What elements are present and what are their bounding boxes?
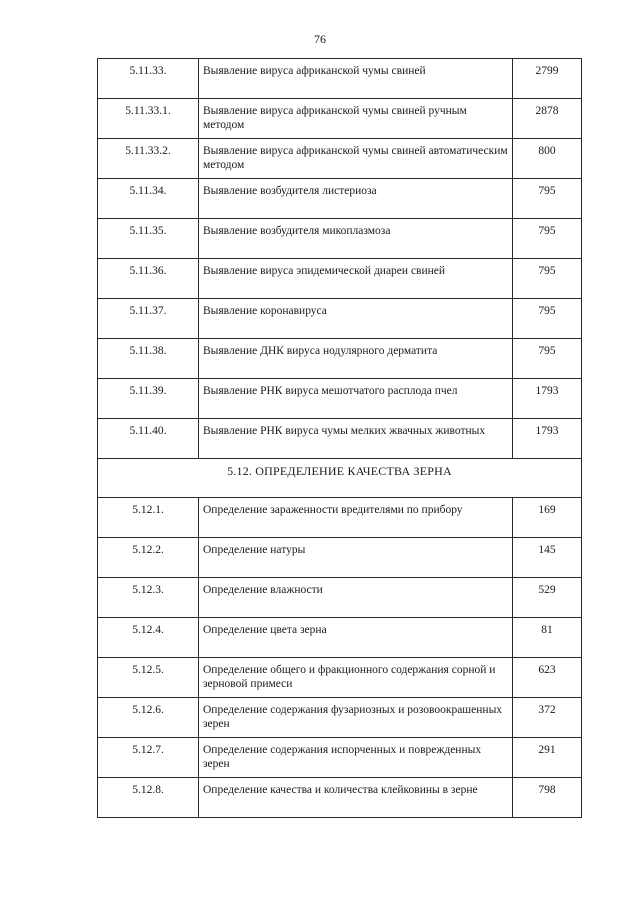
row-code: 5.12.8. — [98, 778, 199, 818]
row-name: Определение общего и фракционного содержания сорной и зерновой примеси — [199, 658, 513, 698]
table-row — [98, 139, 582, 179]
row-name: Выявление РНК вируса чумы мелких жвачных животных — [199, 419, 513, 459]
row-name: Выявление ДНК вируса нодулярного дерматита — [199, 339, 513, 379]
row-code: 5.12.3. — [98, 578, 199, 618]
row-name: Определение качества и количества клейковины в зерне — [199, 778, 513, 818]
row-name: Определение цвета зерна — [199, 618, 513, 658]
row-code: 5.11.40. — [98, 419, 199, 459]
row-name: Выявление вируса африканской чумы свиней — [199, 59, 513, 99]
section-header-row — [98, 459, 582, 498]
row-code: 5.11.39. — [98, 379, 199, 419]
table-row — [98, 618, 582, 658]
row-price: 2799 — [513, 59, 582, 99]
table-row — [98, 379, 582, 419]
table-row — [98, 259, 582, 299]
table-row — [98, 299, 582, 339]
row-price: 169 — [513, 498, 582, 538]
table-row — [98, 658, 582, 698]
table-row — [98, 59, 582, 99]
table-row — [98, 578, 582, 618]
row-code: 5.12.2. — [98, 538, 199, 578]
row-name: Выявление возбудителя листериоза — [199, 179, 513, 219]
page-number: 76 — [314, 32, 326, 46]
row-name: Выявление вируса эпидемической диареи свиней — [199, 259, 513, 299]
table-row — [98, 498, 582, 538]
section-title: 5.12. ОПРЕДЕЛЕНИЕ КАЧЕСТВА ЗЕРНА — [98, 459, 582, 498]
row-price: 145 — [513, 538, 582, 578]
row-code: 5.11.33.1. — [98, 99, 199, 139]
row-price: 372 — [513, 698, 582, 738]
row-price: 2878 — [513, 99, 582, 139]
row-code: 5.12.4. — [98, 618, 199, 658]
row-price: 800 — [513, 139, 582, 179]
row-price: 1793 — [513, 419, 582, 459]
row-name: Выявление коронавируса — [199, 299, 513, 339]
row-price: 529 — [513, 578, 582, 618]
row-name: Определение зараженности вредителями по прибору — [199, 498, 513, 538]
row-price: 795 — [513, 259, 582, 299]
row-price: 795 — [513, 339, 582, 379]
row-price: 795 — [513, 179, 582, 219]
row-code: 5.11.38. — [98, 339, 199, 379]
row-code: 5.11.35. — [98, 219, 199, 259]
row-code: 5.12.1. — [98, 498, 199, 538]
row-name: Определение натуры — [199, 538, 513, 578]
row-name: Выявление возбудителя микоплазмоза — [199, 219, 513, 259]
row-price: 623 — [513, 658, 582, 698]
row-price: 1793 — [513, 379, 582, 419]
row-name: Определение влажности — [199, 578, 513, 618]
table-row — [98, 219, 582, 259]
table-row — [98, 339, 582, 379]
row-name: Выявление РНК вируса мешотчатого расплода пчел — [199, 379, 513, 419]
row-code: 5.11.33. — [98, 59, 199, 99]
table-row — [98, 538, 582, 578]
row-price: 291 — [513, 738, 582, 778]
table-row — [98, 99, 582, 139]
table-row — [98, 778, 582, 818]
row-price: 798 — [513, 778, 582, 818]
row-code: 5.11.37. — [98, 299, 199, 339]
table-row — [98, 419, 582, 459]
row-code: 5.11.34. — [98, 179, 199, 219]
row-price: 81 — [513, 618, 582, 658]
row-name: Определение содержания испорченных и поврежденных зерен — [199, 738, 513, 778]
price-table — [97, 58, 582, 818]
row-code: 5.11.33.2. — [98, 139, 199, 179]
row-price: 795 — [513, 219, 582, 259]
row-code: 5.12.5. — [98, 658, 199, 698]
table-row — [98, 179, 582, 219]
row-code: 5.12.6. — [98, 698, 199, 738]
row-price: 795 — [513, 299, 582, 339]
row-name: Выявление вируса африканской чумы свиней автоматическим методом — [199, 139, 513, 179]
row-code: 5.11.36. — [98, 259, 199, 299]
table-row — [98, 698, 582, 738]
table-row — [98, 738, 582, 778]
row-name: Определение содержания фузариозных и розовоокрашенных зерен — [199, 698, 513, 738]
row-name: Выявление вируса африканской чумы свиней ручным методом — [199, 99, 513, 139]
row-code: 5.12.7. — [98, 738, 199, 778]
